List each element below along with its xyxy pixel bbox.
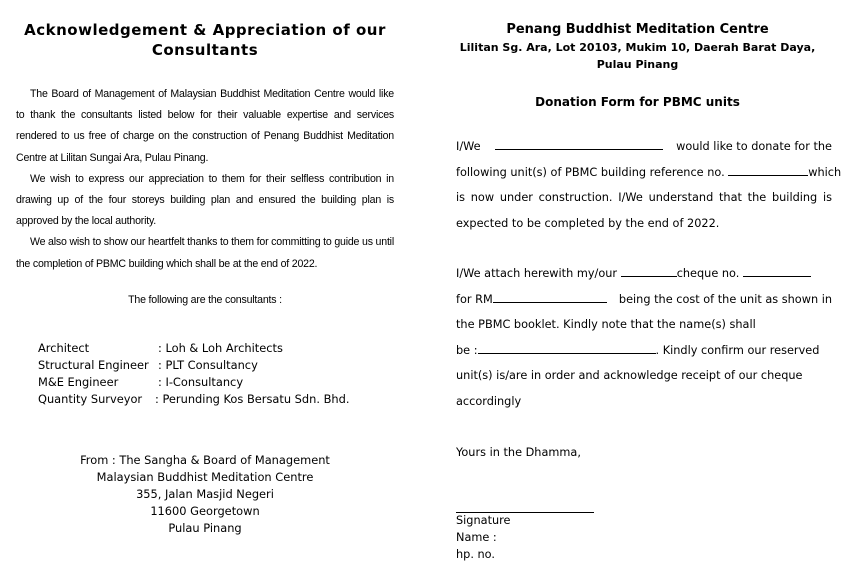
from-line: Pulau Pinang [168,521,242,535]
form-text: the PBMC booklet. Kindly note that the name(s) shall [456,318,756,332]
form-line [456,134,832,160]
form-text: I/We [456,140,481,153]
form-text: following unit(s) of PBMC building reference no. [456,165,725,179]
org-name: Penang Buddhist Meditation Centre [506,22,769,37]
name-label: Name : [456,531,497,544]
consultant-firm: : PLT Consultancy [158,358,258,372]
form-text: I/We attach herewith my/our [456,267,618,280]
org-address-line-2: Pulau Pinang [596,58,679,71]
amount-field[interactable] [493,290,607,303]
org-address-line-1: Lilitan Sg. Ara, Lot 20103, Mukim 10, Daerah Barat Daya, [459,41,816,54]
signature-label: Signature [456,514,511,527]
acknowledgement-page [0,0,410,578]
consultant-role: Quantity Surveyor [38,392,143,406]
title-line-1: Acknowledgement & Appreciation of our [24,21,386,39]
hp-label: hp. no. [456,548,495,561]
form-text: would like to donate for the [676,140,832,153]
paragraph-3: We also wish to show our heartfelt thanks to them for committing to guide us until the completion of PBMC building which shall be at the end of 2022. [16,236,394,270]
form-text: unit(s) is/are in order and acknowledge receipt of our cheque [456,369,803,383]
donation-paragraph [456,134,842,236]
form-text: cheque no. [676,267,740,280]
reserved-names-field[interactable] [478,341,656,354]
paragraph-1: The Board of Management of Malaysian Buddhist Meditation Centre would like to thank the consultants listed below for their valuable expertise and services rendered to us free of charge on the construction of Penang Buddhist Meditation Centre at Lilitan Sungai Ara, Pulau Pinang. [16,88,394,164]
donor-name-field[interactable] [495,137,663,150]
form-text: is now under construction. I/We understand that the building is [456,191,832,205]
form-line [456,160,842,186]
title-line-2: Consultants [151,41,259,59]
payment-paragraph [456,261,832,415]
consultant-role: M&E Engineer [38,375,119,389]
consultant-firm: : Loh & Loh Architects [158,341,283,355]
closing-text: Yours in the Dhamma, [456,446,581,459]
donation-form-page [432,0,843,578]
reference-no-field[interactable] [728,163,808,176]
form-text: . Kindly confirm our reserved [655,343,820,357]
cheque-bank-field[interactable] [621,264,677,277]
form-line [456,338,832,364]
from-line: 11600 Georgetown [150,504,260,518]
form-text: for RM [456,292,493,306]
form-text: be : [456,343,478,357]
cheque-no-field[interactable] [743,264,811,277]
consultant-firm: : Perunding Kos Bersatu Sdn. Bhd. [155,392,350,406]
from-address-block [0,452,410,537]
acknowledgement-body [16,84,394,275]
from-line: From : The Sangha & Board of Management [80,453,330,467]
consultant-role: Architect [38,341,90,355]
paragraph-2: We wish to express our appreciation to them for their selfless contribution in drawing up of the four storeys building plan and ensured the building plan is approved by the local authority. [16,172,394,228]
consultant-firm: : I-Consultancy [158,375,244,389]
acknowledgement-title [0,20,410,60]
form-title: Donation Form for PBMC units [535,95,740,109]
form-line [456,261,832,287]
from-line: 355, Jalan Masjid Negeri [136,487,274,501]
form-text: expected to be completed by the end of 2022. [456,216,720,230]
from-line: Malaysian Buddhist Meditation Centre [96,470,314,484]
signature-block [456,512,511,563]
consultant-role: Structural Engineer [38,358,149,372]
form-text: being the cost of the unit as shown in [618,292,832,306]
form-text: which [808,165,842,179]
form-header [432,21,843,73]
consultants-intro: The following are the consultants : [128,294,282,306]
form-line [456,287,832,313]
form-text: accordingly [456,394,522,408]
